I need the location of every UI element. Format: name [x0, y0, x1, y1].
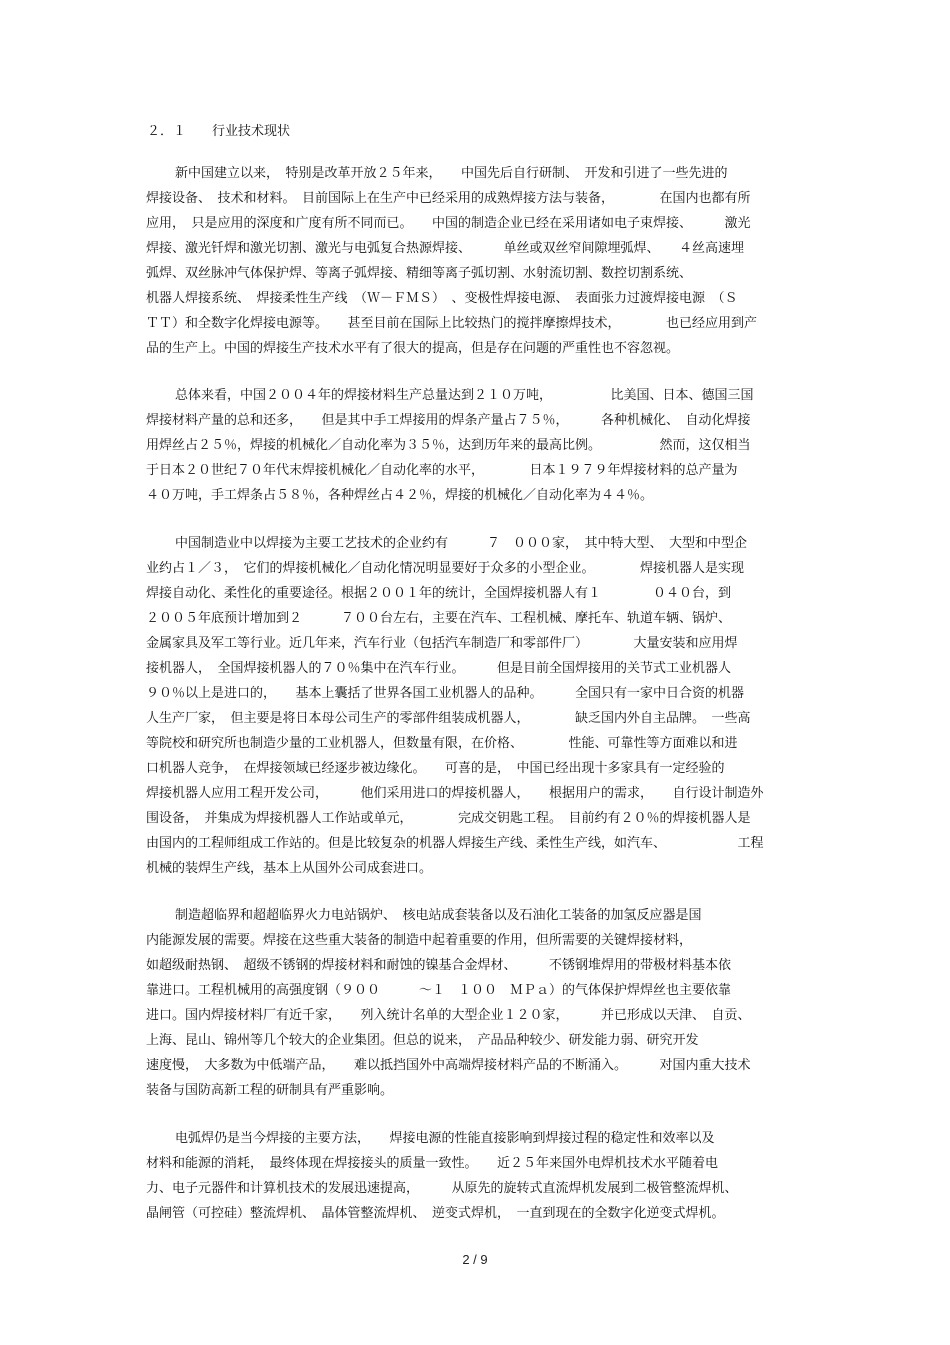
text-line: 电弧焊仍是当今焊接的主要方法， 焊接电源的性能直接影响到焊接过程的稳定性和效率以及 [175, 1131, 715, 1146]
section-heading: ２．１ 行业技术现状 [147, 124, 291, 139]
page-number: 2 / 9 [462, 1252, 488, 1267]
text-line: 力、电子元器件和计算机技术的发展迅速提高， 从原先的旋转式直流焊机发展到二极管整流焊机、 [146, 1181, 738, 1196]
text-line: 用焊丝占２５％，焊接的机械化／自动化率为３５％，达到历年来的最高比例。 然而，这仅相当 [146, 438, 751, 453]
text-line: 等院校和研究所也制造少量的工业机器人，但数量有限，在价格、 性能、可靠性等方面难以和进 [146, 736, 738, 751]
text-line: 应用， 只是应用的深度和广度有所不同而已。 中国的制造企业已经在采用诸如电子束焊接、 激光 [146, 216, 751, 231]
text-line: 由国内的工程师组成工作站的。但是比较复杂的机器人焊接生产线、柔性生产线，如汽车、 工程 [146, 836, 764, 851]
text-line: ２００５年底预计增加到２ ７００台左右，主要在汽车、工程机械、摩托车、轨道车辆、锅炉、 [146, 611, 732, 626]
text-line: 如超级耐热钢、 超级不锈钢的焊接材料和耐蚀的镍基合金焊材、 不锈钢堆焊用的带极材料基本依 [146, 958, 732, 973]
text-line: 制造超临界和超超临界火力电站锅炉、 核电站成套装备以及石油化工装备的加氢反应器是国 [175, 908, 702, 923]
text-line: ４０万吨，手工焊条占５８％，各种焊丝占４２％，焊接的机械化／自动化率为４４％。 [146, 488, 654, 503]
text-line: 总体来看，中国２００４年的焊接材料生产总量达到２１０万吨， 比美国、日本、德国三国 [175, 388, 754, 403]
text-line: 焊接自动化、柔性化的重要途径。根据２００１年的统计，全国焊接机器人有１ ０４０台，到 [146, 586, 732, 601]
text-line: 机器人焊接系统、 焊接柔性生产线 （Ｗ－ＦＭＳ） 、变极性焊接电源、 表面张力过渡焊接电源 （Ｓ [146, 291, 738, 306]
text-line: 材料和能源的消耗， 最终体现在焊接接头的质量一致性。 近２５年来国外电焊机技术水平随着电 [146, 1156, 719, 1171]
text-line: ９０％以上是进口的， 基本上囊括了世界各国工业机器人的品种。 全国只有一家中日合资的机器 [146, 686, 745, 701]
text-line: 焊接、激光钎焊和激光切割、激光与电弧复合热源焊接、 单丝或双丝窄间隙埋弧焊、 ４丝高速埋 [146, 241, 745, 256]
text-line: 进口。国内焊接材料厂有近千家， 列入统计名单的大型企业１２０家， 并已形成以天津、 自贡、 [146, 1008, 751, 1023]
text-line: 金属家具及军工等行业。近几年来，汽车行业（包括汽车制造厂和零部件厂） 大量安装和应用焊 [146, 636, 738, 651]
text-line: 新中国建立以来， 特别是改革开放２５年来， 中国先后自行研制、 开发和引进了一些先进的 [175, 166, 728, 181]
text-line: 围设备， 并集成为焊接机器人工作站或单元， 完成交钥匙工程。 目前约有２０％的焊接机器人是 [146, 811, 751, 826]
text-line: 内能源发展的需要。焊接在这些重大装备的制造中起着重要的作用，但所需要的关键焊接材料， [146, 933, 693, 948]
text-line: 焊接材料产量的总和还多， 但是其中手工焊接用的焊条产量占７５％， 各种机械化、 自动化焊接 [146, 413, 751, 428]
text-line: 接机器人， 全国焊接机器人的７０％集中在汽车行业。 但是目前全国焊接用的关节式工业机器人 [146, 661, 732, 676]
text-line: 晶闸管（可控硅）整流焊机、 晶体管整流焊机、 逆变式焊机， 一直到现在的全数字化逆变式焊机。 [146, 1206, 725, 1221]
text-line: 业约占１／３， 它们的焊接机械化／自动化情况明显要好于众多的小型企业。 焊接机器人是实现 [146, 561, 745, 576]
text-line: 人生产厂家， 但主要是将日本母公司生产的零部件组装成机器人， 缺乏国内外自主品牌。 一些高 [146, 711, 751, 726]
text-line: 上海、昆山、锦州等几个较大的企业集团。但总的说来， 产品品种较少、研发能力弱、研究开发 [146, 1033, 699, 1048]
text-line: 焊接机器人应用工程开发公司， 他们采用进口的焊接机器人， 根据用户的需求， 自行设计制造外 [146, 786, 764, 801]
text-line: 品的生产上。中国的焊接生产技术水平有了很大的提高，但是存在问题的严重性也不容忽视。 [146, 341, 680, 356]
text-line: 速度慢， 大多数为中低端产品， 难以抵挡国外中高端焊接材料产品的不断涌入。 对国内重大技术 [146, 1058, 751, 1073]
text-line: 焊接设备、 技术和材料。 目前国际上在生产中已经采用的成熟焊接方法与装备， 在国内也都有所 [146, 191, 751, 206]
text-line: ＴＴ）和全数字化焊接电源等。 甚至目前在国际上比较热门的搅拌摩擦焊技术， 也已经应用到产 [146, 316, 758, 331]
text-line: 中国制造业中以焊接为主要工艺技术的企业约有 ７ ０００家， 其中特大型、 大型和中型企 [175, 536, 748, 551]
text-line: 口机器人竞争， 在焊接领域已经逐步被边缘化。 可喜的是， 中国已经出现十多家具有一定经验的 [146, 761, 725, 776]
text-line: 装备与国防高新工程的研制具有严重影响。 [146, 1083, 394, 1098]
text-line: 靠进口。工程机械用的高强度钢（９００ ～１ １００ ＭＰａ）的气体保护焊焊丝也主要依靠 [146, 983, 732, 998]
text-line: 弧焊、双丝脉冲气体保护焊、等离子弧焊接、精细等离子弧切割、水射流切割、数控切割系统、 [146, 266, 693, 281]
text-line: 于日本２０世纪７０年代末焊接机械化／自动化率的水平， 日本１９７９年焊接材料的总产量为 [146, 463, 738, 478]
text-line: 机械的装焊生产线，基本上从国外公司成套进口。 [146, 861, 433, 876]
